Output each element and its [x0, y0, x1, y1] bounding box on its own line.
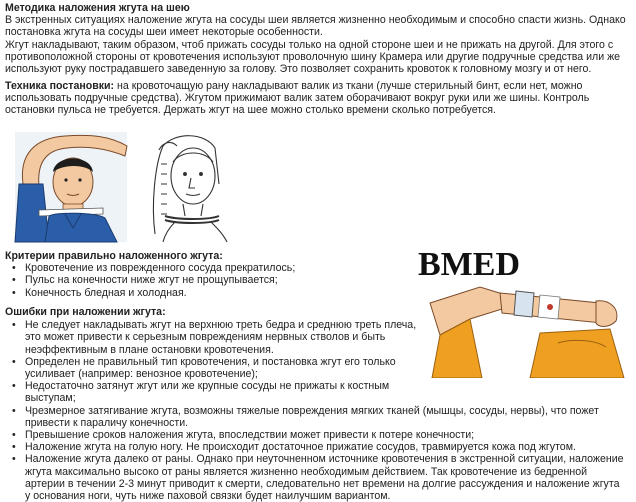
method-line: В экстренных ситуациях наложение жгута на сосуды шеи является жизненно необходимым и способно спасти жизнь. Однако: [5, 14, 626, 27]
list-item-line: • Определен не правильный тип кровотечения, и постановка жгут его только: [25, 355, 396, 368]
technique-first-line: на кровоточащую рану накладывают валик из ткани (лучше стерильный бинт, если нет, можно: [114, 80, 583, 92]
list-item: • Кровотечение из поврежденного сосуда прекратилось;: [5, 262, 630, 274]
list-item-line: • Не следует накладывать жгут на верхнюю треть бедра и среднюю треть плеча,: [25, 319, 417, 332]
list-item-line: артерии в течении 2-3 минут приводит к смерти, следовательно нет времени на долгие рассуждения и наложение жгута: [25, 477, 620, 490]
bmed-watermark: BMED: [418, 246, 520, 283]
figure-arm-over-head: [15, 132, 127, 242]
list-item-line: это может привести к серьезным повреждениям нервных стволов и быть: [25, 331, 386, 344]
mistakes-list: [5, 319, 631, 502]
criteria-title: Критерии правильно наложенного жгута:: [5, 250, 223, 262]
figure-with-splint: [153, 136, 227, 242]
technique-line: [5, 80, 630, 92]
list-item: • Пульс на конечности ниже жгут не прощупывается;: [5, 274, 630, 286]
list-item: [5, 441, 631, 453]
list-item-line: неэффективным в плане остановки кровотечения.: [25, 343, 274, 356]
technique-label: Техника постановки:: [5, 80, 115, 92]
technique-section: [5, 80, 630, 117]
list-item: [5, 405, 631, 429]
list-item: • Конечность бледная и холодная.: [5, 287, 630, 299]
list-item-line: жгута максимально высоко от раны является жизненно необходимым действием. Так кровотечение из бедренной: [25, 465, 588, 478]
method-section: [5, 2, 630, 75]
list-item-line: • Чрезмерное затягивание жгута, возможны тяжелые повреждения мягких тканей (мышцы, сосуды, нервы), что пожет: [25, 404, 599, 417]
list-item: [5, 380, 631, 404]
list-item-line: • Превышение сроков наложения жгута, впоследствии может привести к потере конечности;: [25, 429, 475, 442]
list-item-line: • Наложение жгута далеко от раны. Однако при неуточненном источнике кровотечения в экстренной ситуации, наложение: [25, 453, 624, 466]
list-item: [5, 319, 631, 356]
list-item-line: усиливает (например: венозное кровотечение);: [25, 368, 258, 381]
list-item: [5, 429, 631, 441]
list-item-line: • Недостаточно затянут жгут или же крупные сосуды не прижаты к костным: [25, 380, 390, 393]
neck-tourniquet-illustrations: [5, 124, 255, 246]
method-line: противоположной стороны от кровотечения используют проволочную шину Крамера или другие подручные средства или же: [5, 50, 621, 63]
list-item-line: выступам;: [25, 392, 76, 405]
mistakes-section: [5, 306, 631, 502]
mistakes-title: Ошибки при наложении жгута:: [5, 306, 166, 318]
neck-tourniquet-drawing: [5, 124, 255, 246]
method-line: Жгут накладывают, таким образом, чтоб прижать сосуды только на одной стороне шеи и не прижать на другой. Для этого с: [5, 38, 614, 51]
list-item-line: у основания ноги, чуть ниже паховой связки будет наилучшим вариантом.: [25, 490, 391, 502]
list-item: [5, 453, 631, 502]
method-line: используют руку пострадавшего заведенную за голову. Это позволяет сохранить кровоток к головному мозгу и от него.: [5, 63, 592, 76]
list-item-line: привести к параличу конечности.: [25, 416, 189, 429]
technique-line: использовать подручные средства). Жгутом прижимают валик затем оборачивают вокруг руки или же шины. Контроль: [5, 92, 590, 105]
list-item: [5, 356, 631, 380]
method-line: постановка жгута на сосуды шеи имеет некоторые особенности.: [5, 26, 323, 39]
list-item-line: • Наложение жгута на голую ногу. Не происходит достаточное прижатие сосудов, травмируется кожа под жгутом.: [25, 441, 576, 454]
technique-line: остановки пульса не требуется. Держать жгут на шее можно столько времени сколько потребуется.: [5, 104, 496, 117]
method-title: Методика наложения жгута на шею: [5, 2, 190, 14]
